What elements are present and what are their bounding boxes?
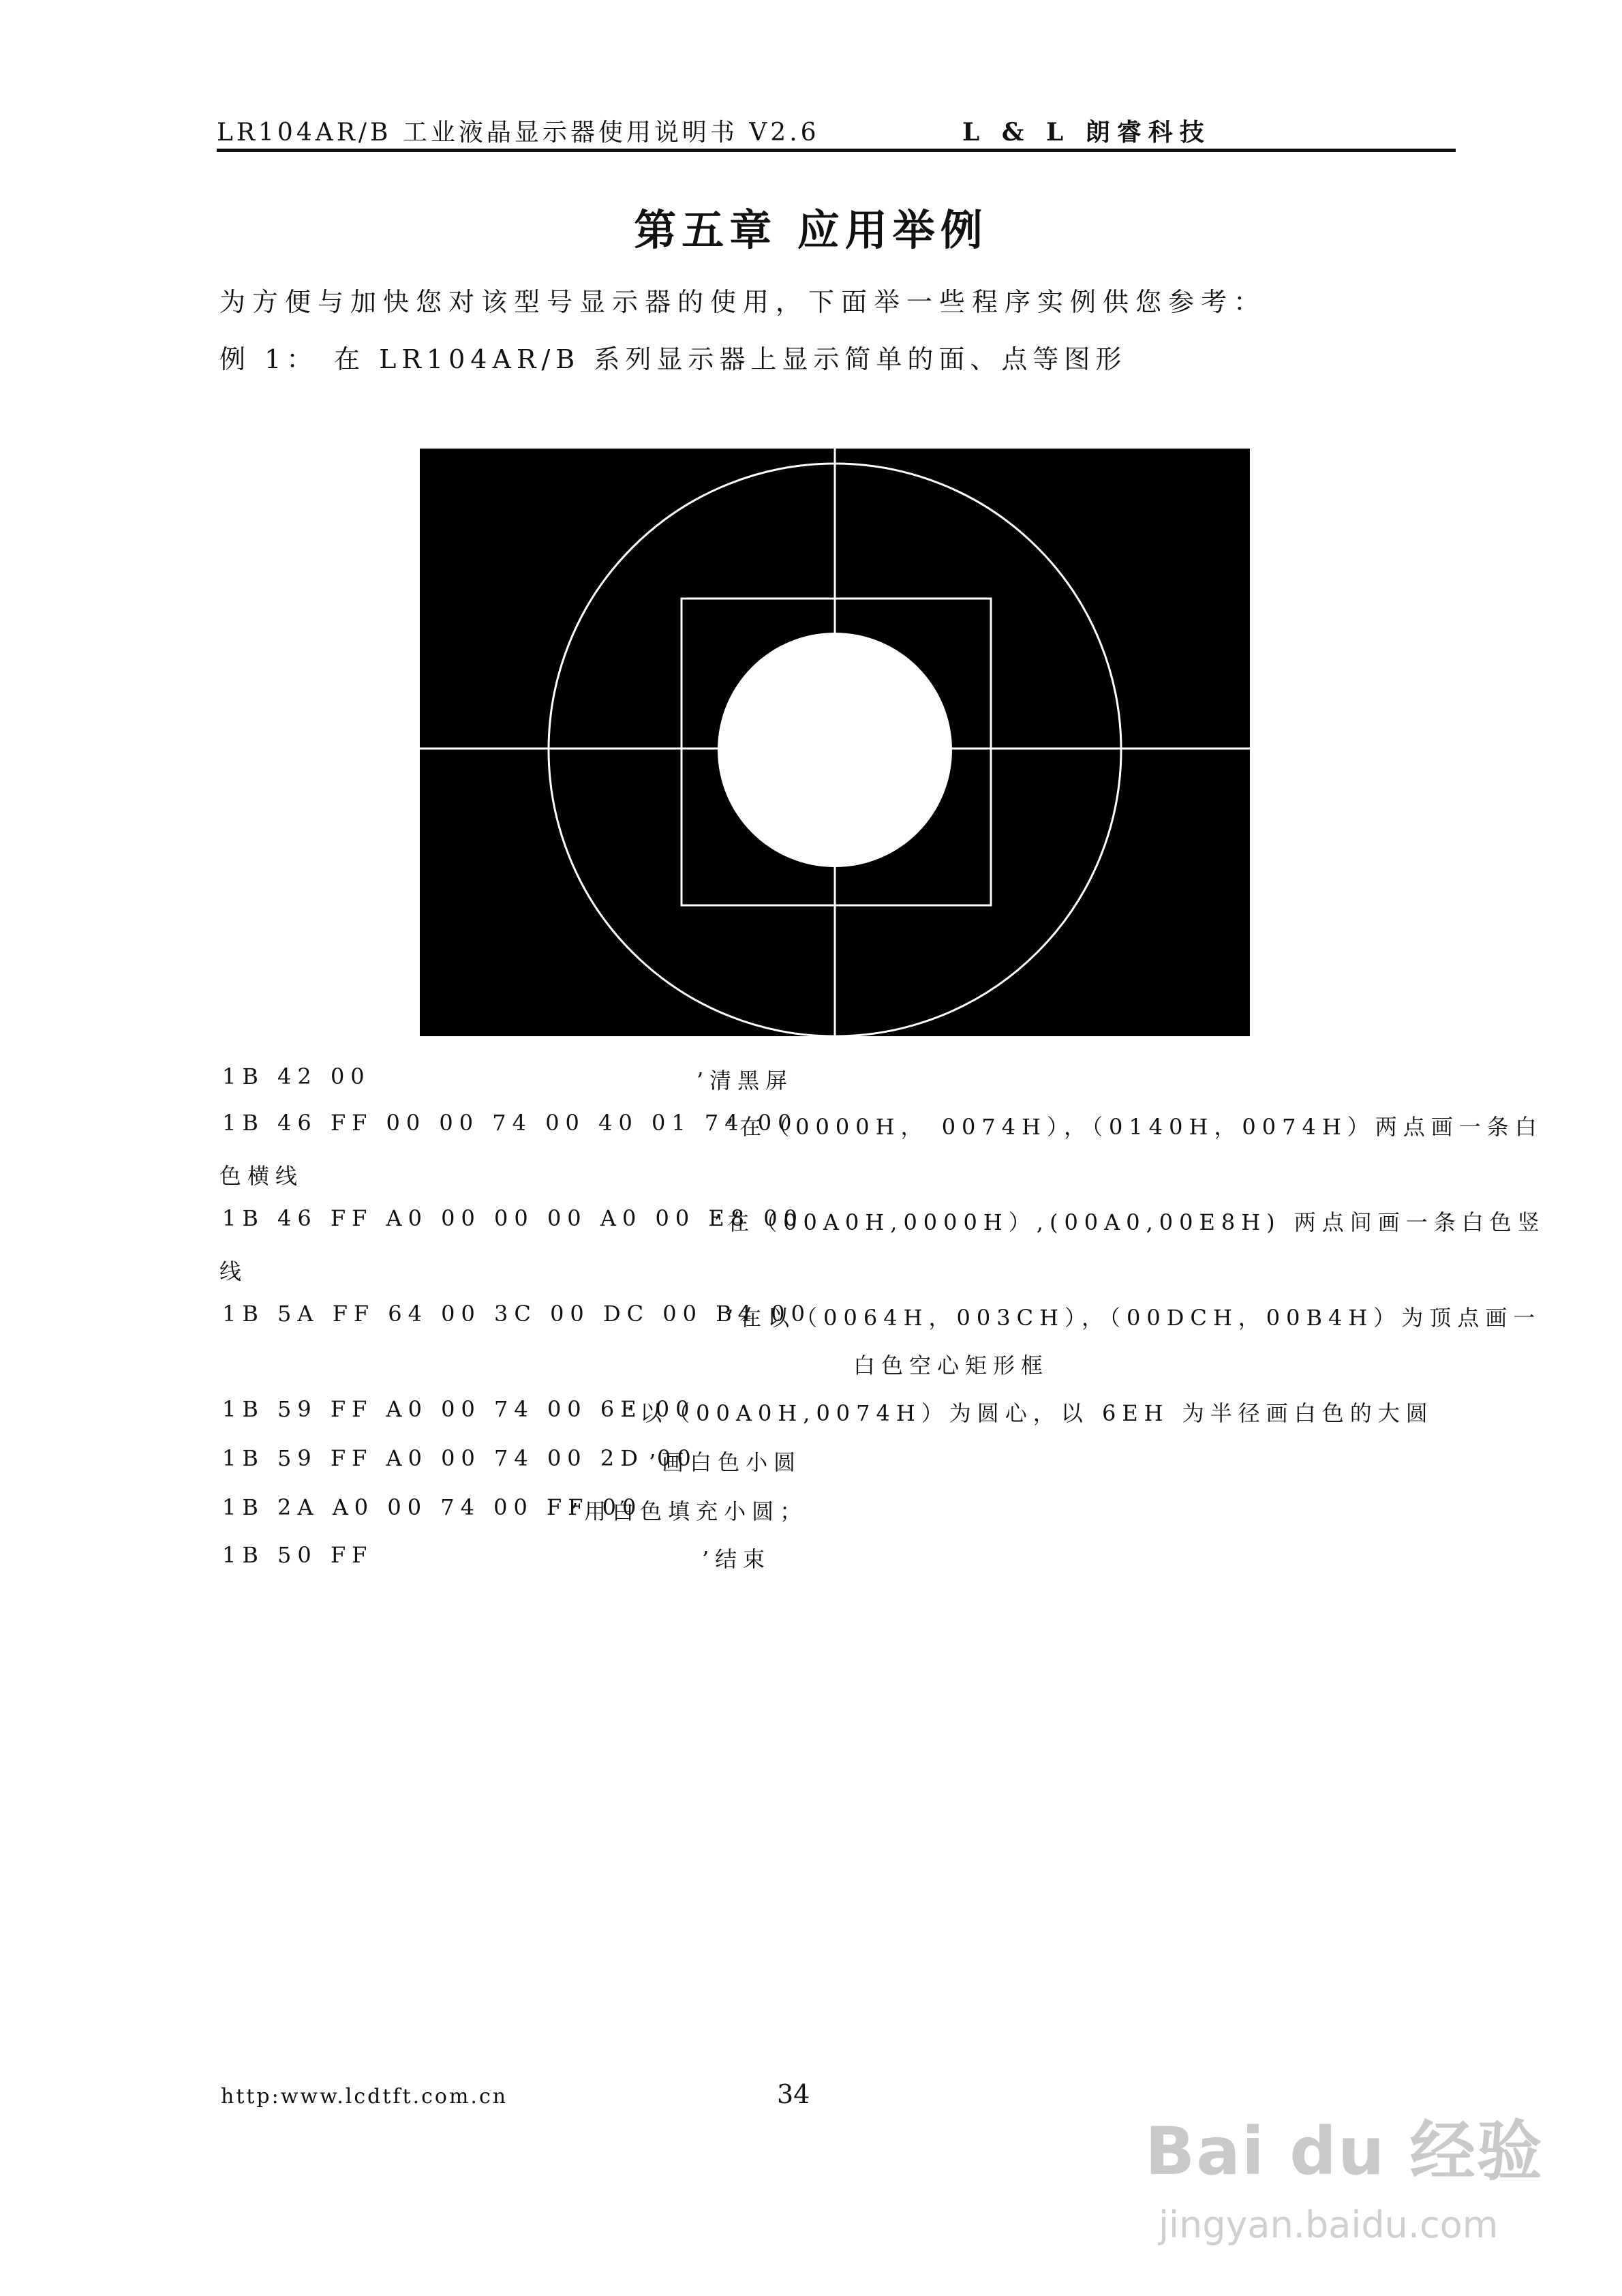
- code-comment-continuation-4: 白色空心矩形框: [853, 1353, 1050, 1378]
- code-hex-7: 1B 2A A0 00 74 00 FF 00: [222, 1494, 643, 1520]
- code-comment-3: ’在（00A0H,0000H）,(00A0,00E8H) 两点间画一条白色竖: [714, 1209, 1546, 1235]
- code-hex-8: 1B 50 FF: [222, 1542, 373, 1568]
- example-label: 例 1：: [219, 344, 318, 374]
- code-hex-5: 1B 59 FF A0 00 74 00 6E 00: [222, 1396, 696, 1422]
- filled-small-circle: [718, 633, 952, 867]
- code-comment-2: ’在（0000H， 0074H），（0140H，0074H）两点画一条白: [726, 1114, 1543, 1140]
- lcd-display-figure: [420, 449, 1250, 1036]
- code-comment-8: ’结束: [702, 1546, 771, 1572]
- chapter-title: 第五章 应用举例: [634, 205, 988, 255]
- header-right: L & L 朗睿科技: [962, 118, 1211, 147]
- intro-paragraph: 为方便与加快您对该型号显示器的使用，下面举一些程序实例供您参考：: [219, 287, 1267, 317]
- baidu-jingyan-watermark-logo: Bai du 经验: [1145, 2113, 1544, 2190]
- header-rule: [217, 149, 1456, 152]
- header-left: LR104AR/B 工业液晶显示器使用说明书 V2.6: [217, 119, 820, 147]
- code-hex-3: 1B 46 FF A0 00 00 00 A0 00 E8 00: [222, 1205, 804, 1231]
- code-comment-4: ’在以（0064H，003CH），（00DCH，00B4H）为顶点画一: [726, 1305, 1542, 1331]
- watermark-url: jingyan.baidu.com: [1159, 2203, 1499, 2246]
- code-comment-continuation-2: 色横线: [219, 1163, 304, 1189]
- page-number: 34: [777, 2079, 810, 2109]
- example-title: 在 LR104AR/B 系列显示器上显示简单的面、点等图形: [334, 344, 1127, 374]
- code-hex-6: 1B 59 FF A0 00 74 00 2D 00: [222, 1445, 697, 1471]
- code-comment-6: ’画白色小圆: [649, 1449, 802, 1475]
- footer-url: http:www.lcdtft.com.cn: [221, 2085, 508, 2109]
- code-hex-1: 1B 42 00: [222, 1063, 371, 1089]
- code-comment-continuation-3: 线: [219, 1258, 248, 1284]
- code-comment-1: ’清黑屏: [697, 1068, 794, 1093]
- code-hex-4: 1B 5A FF 64 00 3C 00 DC 00 B4 00: [222, 1301, 811, 1327]
- code-hex-2: 1B 46 FF 00 00 74 00 40 01 74 00: [222, 1110, 798, 1136]
- code-comment-7: ’用白色填充小圆；: [571, 1498, 808, 1524]
- code-comment-5: ’以（00A0H,0074H）为圆心，以 6EH 为半径画白色的大圆: [627, 1400, 1434, 1426]
